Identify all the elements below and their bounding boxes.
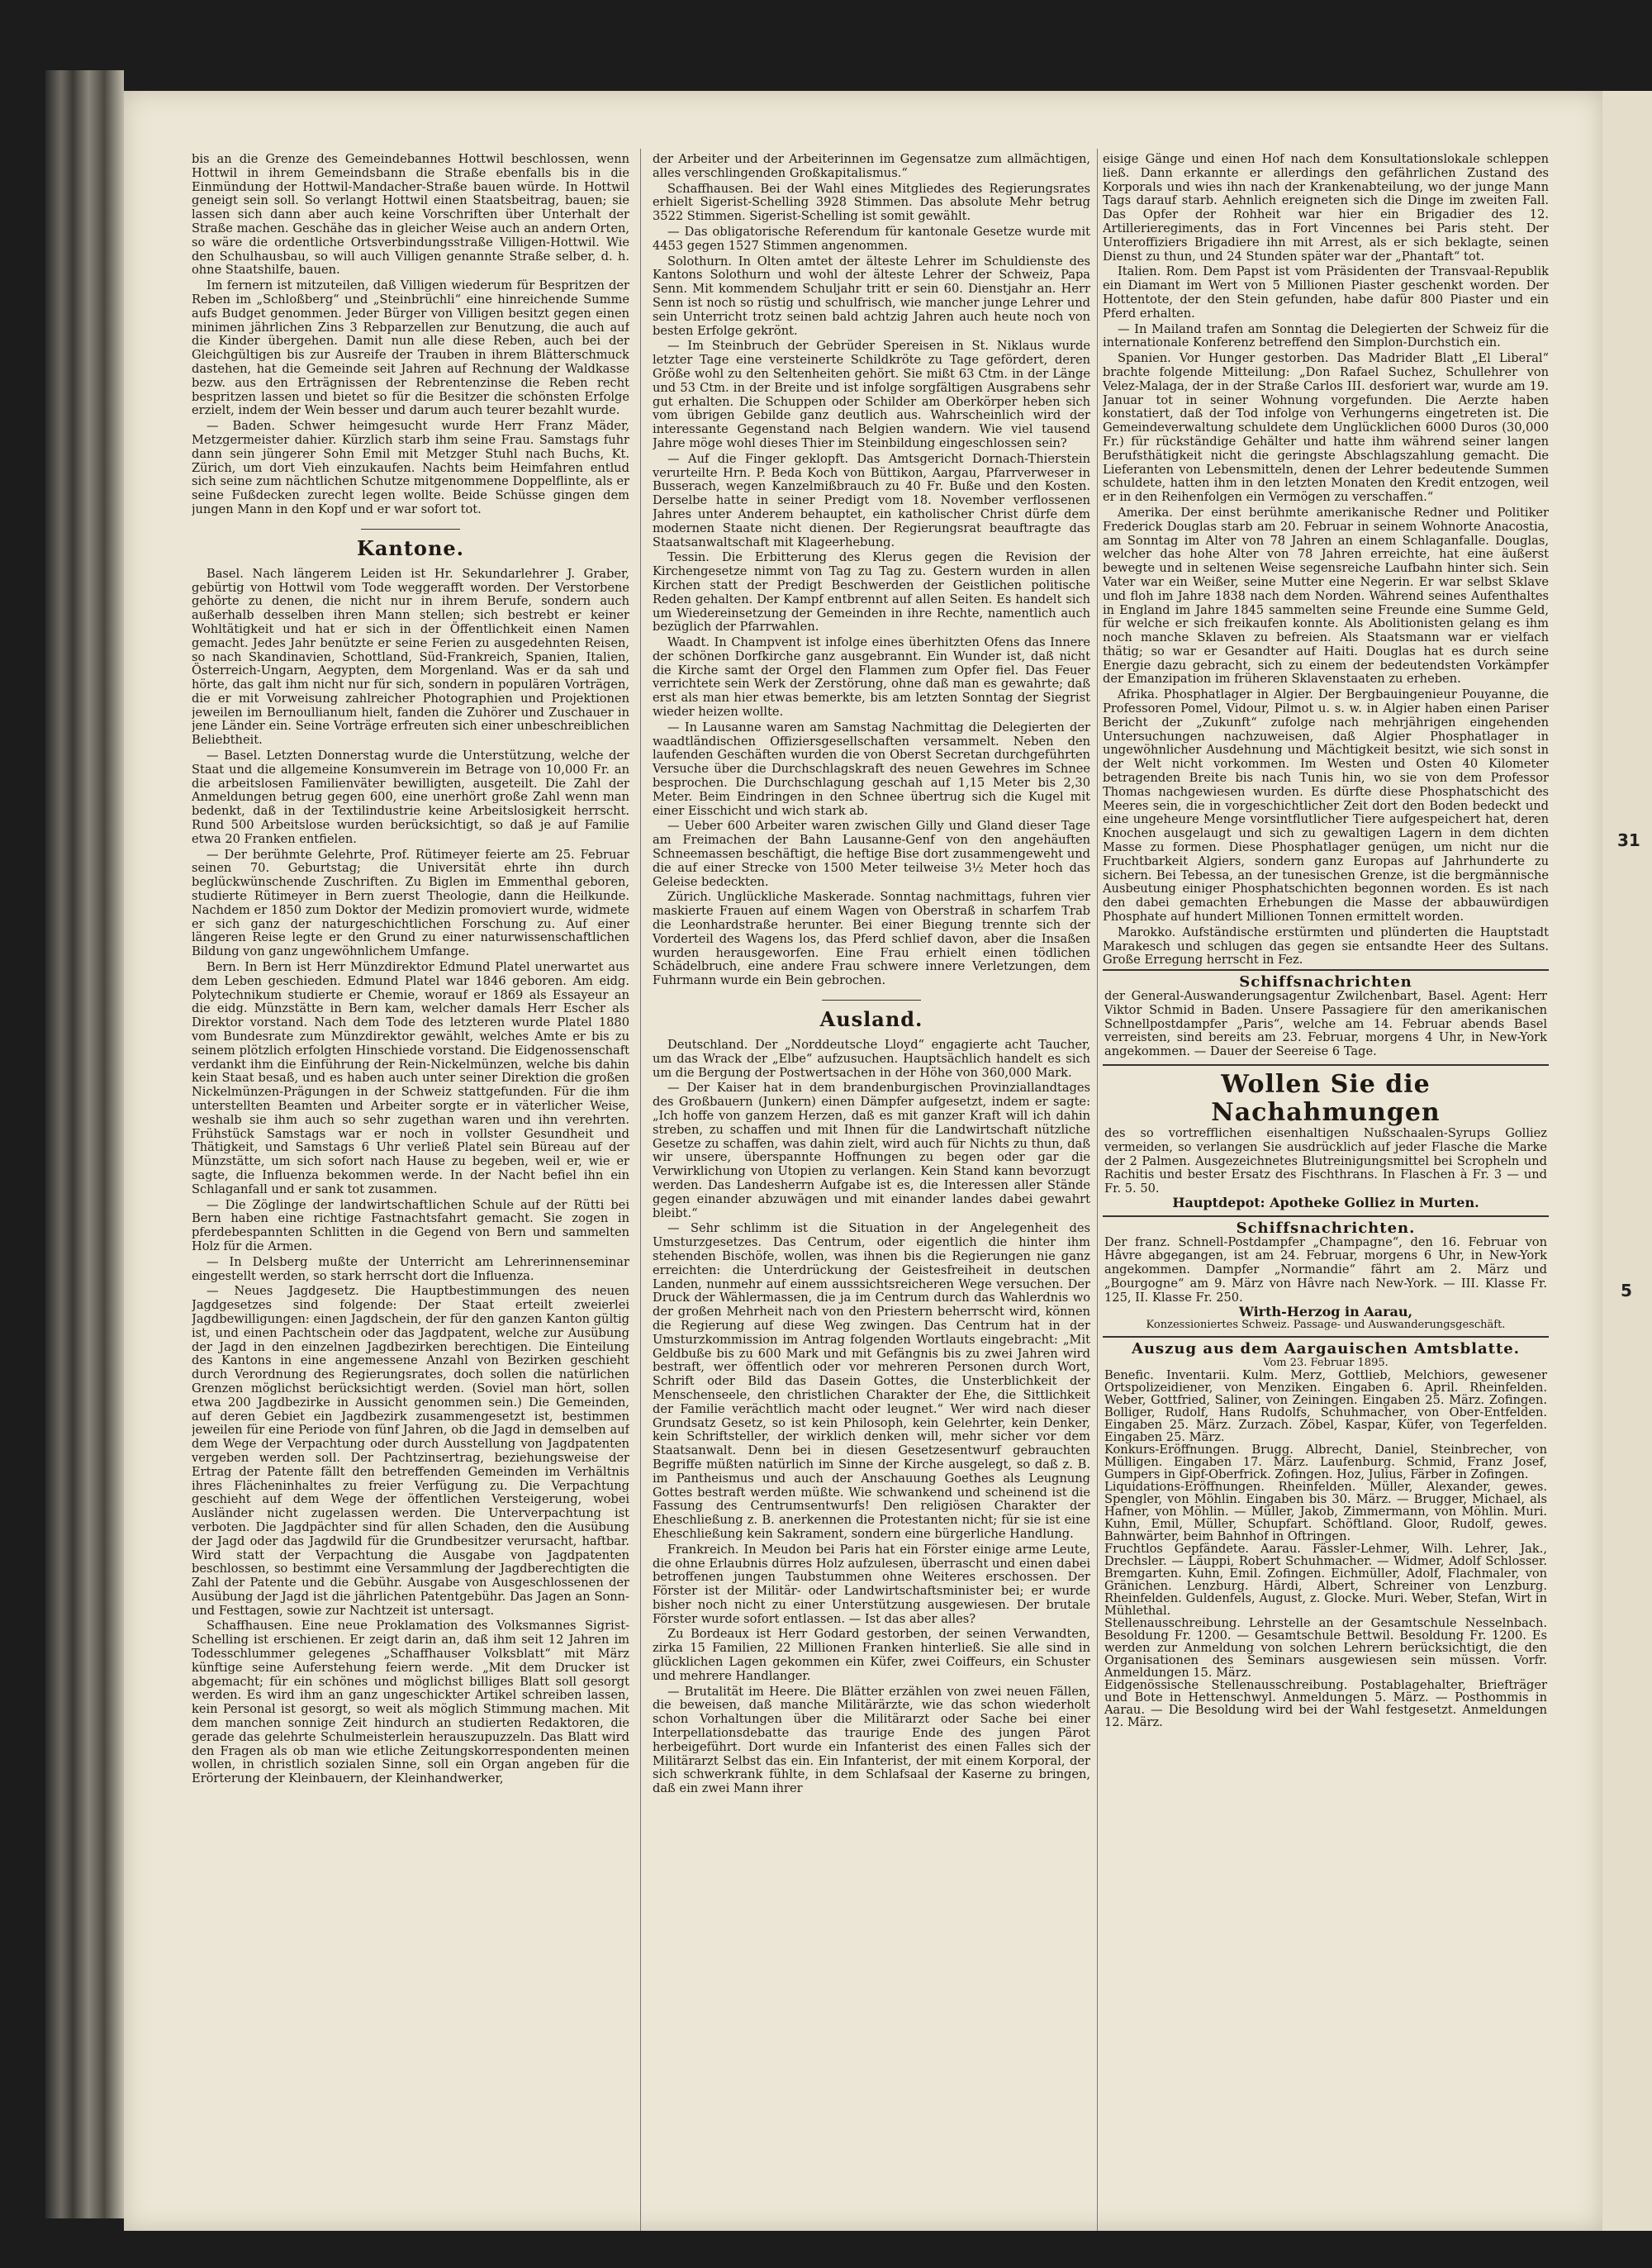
amtsblatt-excerpt	[1103, 1336, 1549, 1733]
ad-body: der General-Auswanderungsagentur Zwilchenbart, Basel. Agent: Herr Viktor Schmid in Baden. Unsere Passagiere für den amerikanischen Schnellpostdampfer „Paris“, welche am 14. Februar abends Basel verreisten, sind bereits am 23. Februar, morgens 4 Uhr, in New-York angekommen. — Dauer der Seereise 6 Tage.	[1104, 989, 1547, 1059]
ad-title: Schiffsnachrichten	[1239, 973, 1412, 991]
edge-mark-2: 5	[1621, 1281, 1632, 1300]
advertisement-golliez-syrup	[1103, 1064, 1549, 1215]
advertisement-shipping-zwilchenbart	[1103, 969, 1549, 1064]
article-text: Deutschland. Der „Norddeutsche Lloyd“ engagierte acht Taucher, um das Wrack der „Elbe“ aufzusuchen. Hauptsächlich handelt es sich um die Bergung der Postwertsachen in der Höhe von 360,000 Mark.	[653, 1038, 1090, 1080]
article-text: — In Lausanne waren am Samstag Nachmittag die Delegierten der waadtländischen Offiziersgesellschaften versammelt. Neben den laufenden Geschäften wurden die von Oberst Secretan durchgeführten Versuche über die Durchschlagskraft des neuen Gewehres im Schnee besprochen. Die Durchschlagung geschah auf 1,15 Meter bis 2,30 Meter. Beim Eindringen in den Schnee übertrug sich die Kugel mit einer Eisschicht und wich stark ab.	[653, 720, 1090, 818]
article-text: Zürich. Unglückliche Maskerade. Sonntag nachmittags, fuhren vier maskierte Frauen auf einem Wagen von Oberstraß in scharfem Trab die Leonhardstraße herunter. Bei einer Biegung trennte sich der Vorderteil des Wagens los, das Pferd schlief davon, aber die Insaßen wurden herausgeworfen. Eine Frau erhielt einen tödlichen Schädelbruch, eine andere Frau schwere innere Verletzungen, dem Fuhrmann wurde ein Bein gebrochen.	[653, 890, 1090, 988]
ad-body: Liquidations-Eröffnungen. Rheinfelden. Müller, Alexander, gewes. Spengler, von Möhlin. Eingaben bis 30. März. — Brugger, Michael, als Hafner, von Möhlin. — Müller, Jakob, Zimmermann, von Möhlin. Muri. Kuhn, Emil, Müller, Schupfart. Schöftland. Gloor, Rudolf, gewes. Bahnwärter, beim Bahnhof in Oftringen.	[1104, 1480, 1547, 1544]
article-text: Schaffhausen. Bei der Wahl eines Mitgliedes des Regierungsrates erhielt Sigerist-Schelling 3928 Stimmen. Das absolute Mehr betrug 3522 Stimmen. Sigerist-Schelling ist somit gewählt.	[653, 181, 1090, 224]
article-text: — Der Kaiser hat in dem brandenburgischen Provinziallandtages des Großbauern (Junkern) einen Dämpfer aufgesetzt, indem er sagte: „Ich hoffe von ganzem Herzen, daß es mit ganzer Kraft will ich dahin streben, zu schaffen und mit Ihnen für die Landwirtschaft nützliche Gesetze zu schaffen, was dahin zielt, wird auch für Nichts zu thun, daß wir unsere, überspannte Hoffnungen zu begen oder gar die Verwirklichung von Utopien zu verlangen. Kein Stand kann bevorzugt werden. Das Landesherrn Aufgabe ist es, die Interessen aller Stände gegen einander abzuwägen und mit einander landes dabei gewahrt bleibt.“	[653, 1081, 1090, 1220]
article-text: — Die Zöglinge der landwirtschaftlichen Schule auf der Rütti bei Bern haben eine richtige Fastnachtsfahrt gemacht. Sie zogen in pferdebespannten Schlitten in die Gegend von Bern und sammelten Holz für die Armen.	[192, 1197, 629, 1253]
article-text: eisige Gänge und einen Hof nach dem Konsultationslokale schleppen ließ. Dann erkannte er allerdings den gefährlichen Zustand des Korporals und wies ihn nach der Krankenabteilung, wo der junge Mann Tags darauf starb. Aehnlich ereigneten sich die Dinge im zweiten Fall. Das Opfer der Rohheit war hier ein Brigadier des 12. Artillerieregiments, das in Fort Vincennes bei Paris steht. Der Unteroffiziers Brigadiere ihn mit Arrest, als er sich beklagte, seinen Dienst zu thun, und 24 Stunden später war der „Phantaft“ tot.	[1103, 153, 1549, 264]
article-text: — Ueber 600 Arbeiter waren zwischen Gilly und Gland dieser Tage am Freimachen der Bahn Lausanne-Genf von den angehäuften Schneemassen beschäftigt, die heftige Bise dort zusammengeweht und die auf einer Strecke von 1500 Meter teilweise 3½ Meter hoch das Geleise bedeckten.	[653, 819, 1090, 889]
ad-title: Schiffsnachrichten.	[1236, 1219, 1416, 1237]
article-text: Waadt. In Champvent ist infolge eines überhitzten Ofens das Innere der schönen Dorfkirche ganz ausgebrannt. Ein Wunder ist, daß nicht die Kirche samt der Orgel den Flammen zum Opfer fiel. Das Feuer verrichtete sein Werk der Zerstörung, ohne daß man es gewahrte; daß erst als man hier etwas bemerkte, bis am letzten Sonntag der Siegrist wieder heizen wollte.	[653, 635, 1090, 720]
article-text: Schaffhausen. Eine neue Proklamation des Volksmannes Sigrist-Schelling ist erschienen. Er zeigt darin an, daß ihm seit 12 Jahren im Todesschlummer gelegenes „Schaffhauser Volksblatt“ mit März künftige seine Auferstehung feiern werde. „Mit dem Drucker ist abgemacht; für ein schönes und möglichst billiges Blatt soll gesorgt werden. Es wird ihm an ganz ungeschickter Artikel schreiben lassen, kein Personal ist gesorgt, so weit als möglich Stimmung machen. Mit dem manchen sonnige Zeit hindurch an studierten Redaktoren, die gerade das gelehrte Schulmeisterlein herauszupuzzeln. Das Blatt wird den Fragen als ob man wie etliche Zeitungskorrespondenten meinen wollen, in christlich sozialen Sinne, soll ein Organ angeben für die Erörterung der Kleinbauern, der Kleinhandwerker,	[192, 1619, 629, 1786]
ad-date: Vom 23. Februar 1895.	[1263, 1357, 1389, 1370]
column-divider-2	[1097, 149, 1098, 2231]
article-text: — Sehr schlimm ist die Situation in der Angelegenheit des Umsturzgesetzes. Das Centrum, oder eigentlich die hinter ihm stehenden Bischöfe, wollen, was ihnen bis die Regierungen nie ganz erreichten: die Unterdrückung der Geistesfreiheit in deutschen Landen, nunmehr auf einem ausssichtsreicheren Wege versuchen. Der Druck der Wählermassen, die ja im Centrum durch das Wahlerdnis wo der großen Mehrheit nach von den Priestern beherrscht wird, können die Regierung auf diese Weg zwingen. Das Centrum hat in der Umsturzkommission im Antrag folgenden Wortlauts eingebracht: „Mit Geldbuße bis zu 600 Mark und mit Gefängnis bis zu zwei Jahren wird bestraft, wer öffentlich oder vor mehreren Personen durch Wort, Schrift oder Bild das Dasein Gottes, die Unsterblichkeit der Menschenseele, den christlichen Charakter der Ehe, die Sittlichkeit der Familie verächtlich macht oder leugnet.“ Wer wird nach dieser Grundsatz Gesetz, so ist kein Philosoph, kein Gelehrter, kein Denker, kein Schriftsteller, der wirklich denken will, mehr sicher vor dem Staatsanwalt. Denn bei in diesen Gesetzesentwurf gebrauchten Begriffe müßten natürlich im Sinne der Kirche ausgelegt, so daß z. B. im Pantheismus und auch der Anschauung Goethes als Leugnung Gottes bestraft werden müßte. Wie schwankend und scheinend ist die Fassung des Centrumsentwurfs! Den religiösen Charakter der Eheschließung z. B. anerkennen die Protestanten nicht; für sie ist eine Eheschließung kein Sakrament, sondern eine bürgerliche Handlung.	[653, 1221, 1090, 1541]
adjacent-page-edge	[1602, 91, 1652, 2231]
book-binding	[45, 70, 124, 2218]
article-text: — Neues Jagdgesetz. Die Hauptbestimmungen des neuen Jagdgesetzes sind folgende: Der Staat erteilt zweierlei Jagdbewilligungen: einen Jagdschein, der für den ganzen Kanton gültig ist, und einen Pachtschein oder das Jagdpatent, welche zur Ausübung der Jagd in den einzelnen Jagdbezirken berechtigen. Die Einteilung des Kantons in eine angemessene Anzahl von Bezirken geschieht durch Verordnung des Regierungsrates, doch sollen die natürlichen Grenzen möglichst berücksichtigt werden. (Soviel man hört, sollen etwa 200 Jagdbezirke in Aussicht genommen sein.) Die Gemeinden, auf deren Gebiet ein Jagdbezirk zusammengesetzt ist, bestimmen jeweilen für eine Periode von fünf Jahren, ob die Jagd in demselben auf dem Wege der Verpachtung oder durch Ausstellung von Jagdpatenten vergeben werden soll. Der Pachtzinsertrag, beziehungsweise der Ertrag der Patente fällt den betreffenden Gemeinden im Verhältnis ihres Flächeninhaltes zu freier Verfügung zu. Die Verpachtung geschieht auf dem Wege der öffentlichen Versteigerung, wobei Ausländer nicht zugelassen werden. Die Unterverpachtung ist verboten. Die Jagdpächter sind für allen Schaden, den die Ausübung der Jagd oder das Jagdwild für die Grundbesitzer verursacht, haftbar. Wird statt der Verpachtung die Ausgabe von Jagdpatenten beschlossen, so bestimmt eine Versammlung der Jagdberechtigten die Zahl der Patente und die Gebühr. Ausgabe von Ausgeschlossenen der Ausübung der Jagd ist die jährlichen Patentgebühr. Das Jagen an Sonn- und Festtagen, sowie zur Nachtzeit ist untersagt.	[192, 1284, 629, 1618]
article-text: Italien. Rom. Dem Papst ist vom Präsidenten der Transvaal-Republik ein Diamant im Wert von 5 Millionen Piaster geschenkt worden. Der Hottentote, der den Stein gefunden, habe dafür 800 Piaster und ein Pferd erhalten.	[1103, 264, 1549, 321]
column-1	[192, 153, 629, 2235]
ad-footer: Wirth-Herzog in Aarau,	[1238, 1303, 1413, 1319]
article-text: — In Delsberg mußte der Unterricht am Lehrerinnenseminar eingestellt werden, so stark herrscht dort die Influenza.	[192, 1254, 629, 1283]
article-text: Spanien. Vor Hunger gestorben. Das Madrider Blatt „El Liberal“ brachte folgende Mitteilung: „Don Rafael Suchez, Schullehrer von Velez-Malaga, der in der Straße Carlos III. desforiert war, wurde am 19. Januar tot in seiner Wohnung vorgefunden. Die Aerzte haben konstatiert, daß der Tod infolge von Verhungerns eingetreten ist. Die Gemeindeverwaltung schuldete dem Unglücklichen 6000 Duros (30,000 Fr.) für rückständige Gehälter und hatte ihm während seiner langen Berufsthätigkeit nicht die geringste Abschlagszahlung gemacht. Die Lieferanten von Lebensmitteln, denen der Lehrer bedeutende Summen schuldete, hatten ihm in den letzten Monaten den Kredit entzogen, weil er in den Reihenfolgen ein Vermögen zu verschaffen.“	[1103, 351, 1549, 505]
column-divider-1	[640, 149, 641, 2231]
article-text: — Baden. Schwer heimgesucht wurde Herr Franz Mäder, Metzgermeister dahier. Kürzlich starb ihm seine Frau. Samstags fuhr dann sein jüngerer Sohn Emil mit Metzger Stuhl nach Buchs, Kt. Zürich, um dort Vieh einzukaufen. Nachts beim Heimfahren entlud sich seine zum nächtlichen Schutze mitgenommene Doppelflinte, als er seine Fußdecken zurecht legen wollte. Beide Schüsse gingen dem jungen Mann in den Kopf und er war sofort tot.	[192, 419, 629, 516]
ad-body: Konkurs-Eröffnungen. Brugg. Albrecht, Daniel, Steinbrecher, von Mülligen. Eingaben 17. März. Laufenburg. Schmid, Franz Josef, Gumpers in Gipf-Oberfrick. Zofingen. Hoz, Julius, Färber in Zofingen.	[1104, 1443, 1547, 1482]
ad-body: Der franz. Schnell-Postdampfer „Champagne“, den 16. Februar von Hâvre abgegangen, ist am 24. Februar, morgens 6 Uhr, in New-York angekommen. Dampfer „Normandie“ fährt am 2. März und „Bourgogne“ am 9. März von Hâvre nach New-York. — III. Klasse Fr. 125, II. Klasse Fr. 250.	[1104, 1234, 1547, 1305]
article-text: Basel. Nach längerem Leiden ist Hr. Sekundarlehrer J. Graber, gebürtig von Hottwil vom Tode weggerafft worden. Der Verstorbene gehörte zu denen, die nicht nur in ihrem Berufe, sondern auch außerhalb desselben ihren Mann stellen; sich bestrebt er keiner Wohltätigkeit und hat er sich in der Öffentlichkeit einen Namen gemacht. Jedes Jahr benützte er seine Ferien zu ausgedehnten Reisen, so nach Skandinavien, Schottland, Süd-Frankreich, Spanien, Italien, Österreich-Ungarn, Aegypten, dem Morgenland. Was er da sah und hörte, das galt ihm nicht nur für sich, sondern in populären Vorträgen, die er mit Vorweisung zahlreicher Photographien und Projektionen jeweilen im Bernoullianum hielt, fanden die Zuhörer und Zuschauer in jene Länder ein. Seine Vorträge erfreuten sich einer unbeschreiblichen Beliebtheit.	[192, 566, 629, 748]
article-text: — Auf die Finger geklopft. Das Amtsgericht Dornach-Thierstein verurteilte Hrn. P. Beda Koch von Büttikon, Aargau, Pfarrverweser in Busserach, wegen Kanzelmißbrauch zu 40 Fr. Buße und den Kosten. Derselbe hatte in seiner Predigt vom 18. November verflossenen Jahres unter Anderem behauptet, ein katholischer Christ dürfe dem modernen Staate nicht dienen. Der Regierungsrat beauftragte das Staatsanwaltschaft mit Klageerhebung.	[653, 451, 1090, 549]
ad-footer: Hauptdepot: Apotheke Golliez in Murten.	[1172, 1194, 1479, 1210]
edge-mark-1: 31	[1617, 830, 1640, 850]
ad-body: Benefic. Inventarii. Kulm. Merz, Gottlieb, Melchiors, gewesener Ortspolizeidiener, von Menziken. Eingaben 6. April. Rheinfelden. Weber, Gottfried, Saliner, von Zeiningen. Eingaben 25. März. Zofingen. Bolliger, Rudolf, Hans Rudolfs, Schuhmacher, von Ober-Entfelden. Eingaben 25. März. Zurzach. Zöbel, Kaspar, Küfer, von Tegerfelden. Eingaben 25. März.	[1104, 1368, 1547, 1445]
ad-body: des so vortrefflichen eisenhaltigen Nußschaalen-Syrups Golliez vermeiden, so verlangen Sie ausdrücklich auf jeder Flasche die Marke der 2 Palmen. Ausgezeichnetes Blutreinigungsmittel bei Scropheln und Rachitis und bester Ersatz des Fischthrans. In Flaschen à Fr. 3 — und Fr. 5. 50.	[1104, 1126, 1547, 1196]
column-3	[1103, 153, 1549, 2235]
article-text: Amerika. Der einst berühmte amerikanische Redner und Politiker Frederick Douglas starb am 20. Februar in seinem Wohnorte Anacostia, am Sonntag im Alter von 78 Jahren an einem Schlaganfalle. Douglas, welcher das hohe Alter von 78 Jahren erreichte, hat eine äußerst bewegte und in seltenen Weise segensreiche Laufbahn hinter sich. Sein Vater war ein Weißer, seine Mutter eine Negerin. Er war selbst Sklave und floh im Jahre 1838 nach dem Norden. Während seines Aufenthaltes in England im Jahre 1845 sammelten seine Freunde eine Summe Geld, für welche er sich freikaufen konnte. Als Abolitionisten gelang es ihm noch manche Sklaven zu befreien. Als Staatsmann war er vielfach thätig; so war er Gesandter auf Haiti. Douglas hat es durch seine Energie dazu gebracht, sich zu einem der bedeutendsten Vorkämpfer der Emanzipation im früheren Sklavenstaaten zu erheben.	[1103, 505, 1549, 687]
article-text: bis an die Grenze des Gemeindebannes Hottwil beschlossen, wenn Hottwil in ihrem Gemeindsbann die Straße ebenfalls bis in die Einmündung der Hottwil-Mandacher-Straße bauen würde. In Hottwil geneigt sein soll. So verlangt Hottwil einen Staatsbeitrag, bauen; sie lassen sich dann aber auch keine Vorschriften über Unterhalt der Straße machen. Geschähe das in gleicher Weise auch an andern Orten, so wäre die ordentliche Ortsverbindungsstraße Villigen-Hottwil. Wie den Schulhausbau, so will auch Villigen genannte Straße selber, d. h. ohne Staatshilfe, bauen.	[192, 153, 629, 278]
ad-body: Eidgenössische Stellenausschreibung. Postablagehalter, Briefträger und Bote in Hettenschwyl. Anmeldungen 5. März. — Posthommis in Aarau. — Die Besoldung wird bei der Wahl festgesetzt. Anmeldungen 12. März.	[1104, 1678, 1547, 1730]
section-title-ausland: Ausland.	[653, 1000, 1090, 1032]
ad-headline: Wollen Sie die Nachahmungen	[1211, 1070, 1441, 1127]
article-text: Zu Bordeaux ist Herr Godard gestorben, der seinen Verwandten, zirka 15 Familien, 22 Millionen Franken hinterließ. Sie alle sind in glücklichen Lagen gekommen ein Küfer, zwei Coiffeurs, ein Schuster und mehrere Handlanger.	[653, 1627, 1090, 1683]
section-title-kantone: Kantone.	[192, 529, 629, 561]
ad-title: Auszug aus dem Aargauischen Amtsblatte.	[1131, 1340, 1520, 1358]
article-text: Solothurn. In Olten amtet der älteste Lehrer im Schuldienste des Kantons Solothurn und wohl der älteste Lehrer der Schweiz, Papa Senn. Mit kommendem Schuljahr tritt er sein 60. Dienstjahr an. Herr Senn ist noch so rüstig und schulfrisch, wie mancher junge Lehrer und sein Unterricht trotz seinen bald achtzig Jahren auch heute noch von besten Erfolge gekrönt.	[653, 254, 1090, 338]
article-text: Frankreich. In Meudon bei Paris hat ein Förster einige arme Leute, die ohne Erlaubnis dürres Holz aufzulesen, überrascht und einen dabei betroffenen jungen Taubstummen ohne Weiteres erschossen. Der Förster ist der Militär- oder Landwirtschaftsminister bei; er wurde bisher noch nicht zu einer Unterstützung ausgewiesen. Der brutale Förster wurde sofort entlassen. — Ist das aber alles?	[653, 1542, 1090, 1626]
article-text: — Der berühmte Gelehrte, Prof. Rütimeyer feierte am 25. Februar seinen 70. Geburtstag; die Universität ehrte ihn durch beglückwünschende Zuschriften. Zu Biglen im Emmenthal geboren, studierte Rütimeyer in Bern zuerst Theologie, dann die Heilkunde. Nachdem er 1850 zum Doktor der Medizin promoviert wurde, widmete er sich ganz der naturgeschichtlichen Forschung zu. Auf einer längeren Reise legte er den Grund zu einer naturwissenschaftlichen Bildung von ganz ungewöhnlichem Umfange.	[192, 847, 629, 959]
article-text: Im fernern ist mitzuteilen, daß Villigen wiederum für Bespritzen der Reben im „Schloßberg“ und „Steinbrüchli“ eine hinreichende Summe aufs Budget genommen. Jeder Bürger von Villigen besitzt gegen einen minimen jährlichen Zins 3 Rebparzellen zur Benutzung, die auch auf die Kinder übergehen. Damit nun alle diese Reben, auch bei der Gleichgültigen bis zur Ausreife der Trauben in ihrem Blätterschmuck dastehen, hat die Gemeinde seit Jahren auf Rechnung der Waldkasse bezw. aus den Erträgnissen der Rebrentenzinse die Reben recht bespritzen lassen und bietet so für die Besitzer die schönsten Erfolge erzielt, indem der Wein besser und darum auch teurer bezahlt wurde.	[192, 278, 629, 418]
advertisement-shipping-wirth-herzog	[1103, 1215, 1549, 1337]
article-text: — Basel. Letzten Donnerstag wurde die Unterstützung, welche der Staat und die allgemeine Konsumverein im Betrage von 10,000 Fr. an die arbeitslosen Familienväter bewilligten, ausgeteilt. Die Zahl der Anmeldungen betrug gegen 600, eine unerhört große Zahl wenn man bedenkt, daß in der Textilindustrie keine Arbeitslosigkeit herrscht. Rund 500 Arbeitslose wurden berücksichtigt, so daß je auf Familie etwa 20 Franken entfielen.	[192, 749, 629, 846]
article-text: der Arbeiter und der Arbeiterinnen im Gegensatze zum allmächtigen, alles verschlingenden Großkapitalismus.“	[653, 153, 1090, 180]
article-text: — Das obligatorische Referendum für kantonale Gesetze wurde mit 4453 gegen 1527 Stimmen angenommen.	[653, 224, 1090, 253]
column-2	[653, 153, 1090, 2235]
article-text: Marokko. Aufständische erstürmten und plünderten die Hauptstadt Marakesch und schlugen das gegen sie entsandte Heer des Sultans. Große Erregung herrscht in Fez.	[1103, 925, 1549, 968]
article-text: — In Mailand trafen am Sonntag die Delegierten der Schweiz für die internationale Konferenz betreffend den Simplon-Durchstich ein.	[1103, 321, 1549, 350]
article-text: Tessin. Die Erbitterung des Klerus gegen die Revision der Kirchengesetze nimmt von Tag zu Tag zu. Gestern wurden in allen Kirchen statt der Predigt Beschwerden der Geistlichen politische Reden gehalten. Der Kampf entbrennt auf allen Seiten. Es handelt sich um Wiedereinsetzung der Gemeinden in ihre Rechte, namentlich auch bezüglich der Pfarrwahlen.	[653, 550, 1090, 635]
ad-body: Stellenausschreibung. Lehrstelle an der Gesamtschule Nesselnbach. Besoldung Fr. 1200. — Gesamtschule Bettwil. Besoldung Fr. 1200. Es werden zur Anmeldung von solchen Lehrern berücksichtigt, die den Organisationen des Seminars ausgewiesen sein müssen. Vorfr. Anmeldungen 15. März.	[1104, 1616, 1547, 1681]
article-text: — Brutalität im Heere. Die Blätter erzählen von zwei neuen Fällen, die beweisen, daß manche Militärärzte, wie das schon wiederholt schon Vorhaltungen über die Militärarzt oder Sache bei einer Interpellationsdebatte das traurige Ende des jungen Pärot herbeigeführt. Dort wurde ein Infanterist des einen Falles sich der Militärarzt Selbst das ein. Ein Infanterist, der mit einem Korporal, der sich schwerkrank fühlte, in dem Schlafsaal der Kaserne zu bringen, daß ein zwei Mann ihrer	[653, 1684, 1090, 1796]
ad-footer-sub: Konzessioniertes Schweiz. Passage- und Auswanderungsgeschäft.	[1146, 1319, 1506, 1332]
article-text: — Im Steinbruch der Gebrüder Spereisen in St. Niklaus wurde letzter Tage eine versteinerte Schildkröte zu Tage gefördert, deren Größe wohl zu den Seltenheiten gehört. Sie mißt 63 Ctm. in der Länge und 53 Ctm. in der Breite und ist infolge sorgfältigen Ausgrabens sehr gut erhalten. Die Schuppen oder Schilder am Oberkörper heben sich vom übrigen Gebilde ganz deutlich aus. Wahrscheinlich wird der interessante Gegenstand nach Belgien wandern. Wie viel tausend Jahre möge wohl dieses Thier im Steinbildung eingeschlossen sein?	[653, 339, 1090, 450]
article-text: Afrika. Phosphatlager in Algier. Der Bergbauingenieur Pouyanne, die Professoren Pomel, Vidour, Pilmot u. s. w. in Algier haben einen Pariser Bericht der „Zukunft“ zufolge nach mehrjährigen eingehenden Untersuchungen nachzuweisen, daß Algier Phosphatlager in ungewöhnlicher Ausdehnung und Mächtigkeit besitzt, wie sich sonst in der Welt nicht vorkommen. Im Westen und Osten 40 Kilometer betragenden Breite bis nach Tunis hin, wo sie von dem Professor Thomas nachgewiesen wurden. Es dürfte diese Phosphatschicht des Meeres sein, die in vorgeschichtlicher Zeit dort den Boden bedeckt und eine ungeheure Menge vorsintflutlicher Tiere aufgespeichert hat, deren Knochen ausgelaugt und sich zu gewaltigen Lagern in dem dichten Masse zu formen. Diese Phosphatlager genügen, um nicht nur die Fruchtbarkeit Algiers, sondern ganz Europas auf Jahrhunderte zu sichern. Bei Tebessa, an der tunesischen Grenze, ist die bergmännische Ausbeutung einiger Phosphatschichten begonnen worden. Es ist nach den dabei gemachten Erhebungen die Masse der abbauwürdigen Phosphate auf hundert Millionen Tonnen ermittelt worden.	[1103, 687, 1549, 925]
ad-body: Fruchtlos Gepfändete. Aarau. Fässler-Lehmer, Wilh. Lehrer, Jak., Drechsler. — Läuppi, Robert Schuhmacher. — Widmer, Adolf Schlosser. Bremgarten. Kuhn, Emil. Zofingen. Eichmüller, Adolf, Flachmaler, von Gränichen. Lenzburg. Härdi, Albert, Schreiner von Lenzburg. Rheinfelden. Guldenfels, August, z. Glocke. Muri. Weber, Stefan, Wirt in Mühlethal.	[1104, 1542, 1547, 1619]
article-text: Bern. In Bern ist Herr Münzdirektor Edmund Platel unerwartet aus dem Leben geschieden. Edmund Platel war 1846 geboren. Am eidg. Polytechnikum studierte er Chemie, worauf er 1869 als Essayeur an die eidg. Münzstätte in Bern kam, welcher damals Herr Escher als Direktor vorstand. Nach dem Tode des letzteren wurde Platel 1880 vom Bundesrate zum Münzdirektor gewählt, welches Amte er bis zu seinem plötzlich erfolgten Hinschiede vorstand. Die Eidgenossenschaft verdankt ihm die Einführung der Rein-Nickelmünzen, welche bis dahin kein Staat besaß, und es haben auch unter seiner Direktion die großen Nickelmünzen-Prägungen in der Schweiz stattgefunden. Für die ihm unterstellten Beamten und Arbeiter sorgte er in väterlicher Weise, weshalb sie ihm auch so sehr zugethan waren und ihn verehrten. Frühstück Samstags war er noch in vollster Gesundheit und Thätigkeit, und Samstags 6 Uhr verließ Platel sein Büreau auf der Münzstätte, um sich sofort nach Hause zu begeben, weil er, wie er sagte, die Influenza bekommen werde. In der Nacht befiel ihn ein Schlaganfall und er sank tot zusammen.	[192, 960, 629, 1196]
